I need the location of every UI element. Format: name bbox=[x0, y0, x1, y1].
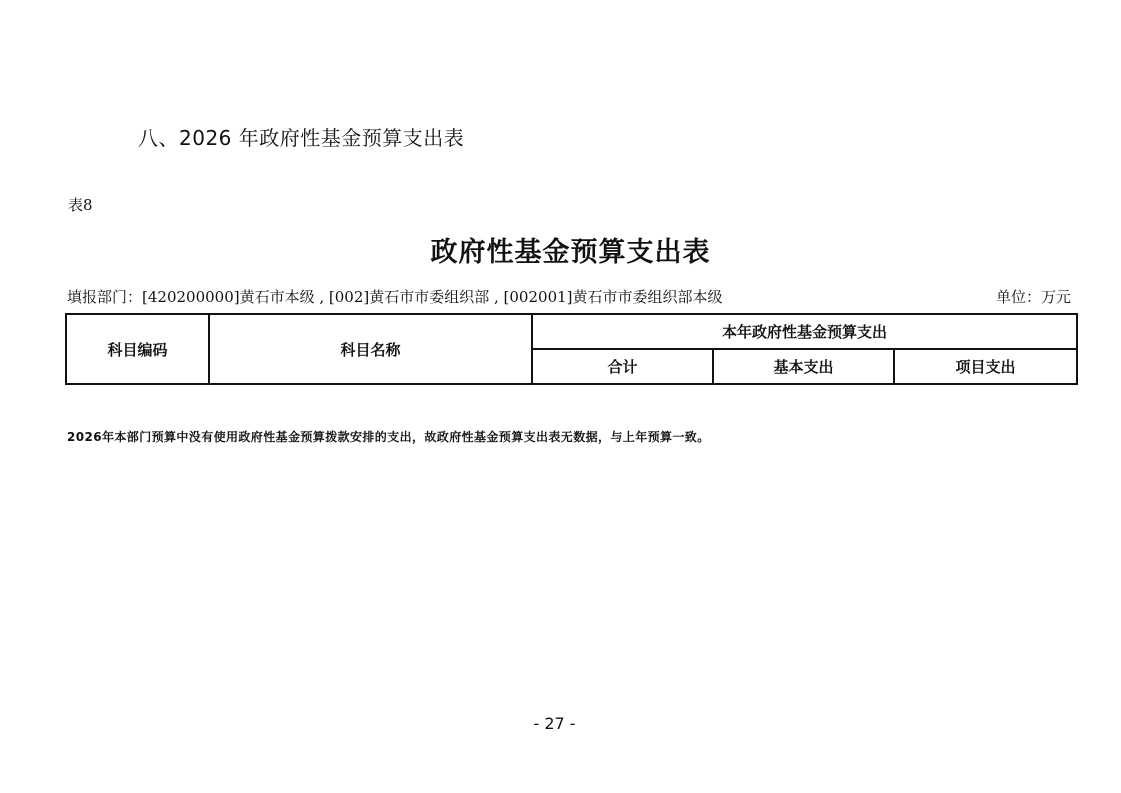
section-heading: 八、2026 年政府性基金预算支出表 bbox=[138, 126, 465, 150]
currency-unit: 单位：万元 bbox=[995, 288, 1071, 306]
header-project-expenditure: 项目支出 bbox=[894, 349, 1077, 384]
header-current-year-expenditure: 本年政府性基金预算支出 bbox=[532, 314, 1077, 349]
page-number: - 27 - bbox=[533, 714, 576, 733]
no-data-note: 2026年本部门预算中没有使用政府性基金预算拨款安排的支出，故政府性基金预算支出表无数据，与上年预算一致。 bbox=[67, 430, 710, 444]
table-number: 表8 bbox=[68, 196, 93, 214]
document-title: 政府性基金预算支出表 bbox=[430, 237, 711, 268]
filing-unit-info: 填报部门：[420200000]黄石市本级 , [002]黄石市市委组织部 , [002001]黄石市市委组织部本级 bbox=[67, 288, 723, 306]
header-total: 合计 bbox=[532, 349, 713, 384]
header-subject-name: 科目名称 bbox=[209, 314, 532, 384]
header-subject-code: 科目编码 bbox=[66, 314, 209, 384]
budget-expenditure-table bbox=[65, 313, 1078, 385]
header-basic-expenditure: 基本支出 bbox=[713, 349, 894, 384]
